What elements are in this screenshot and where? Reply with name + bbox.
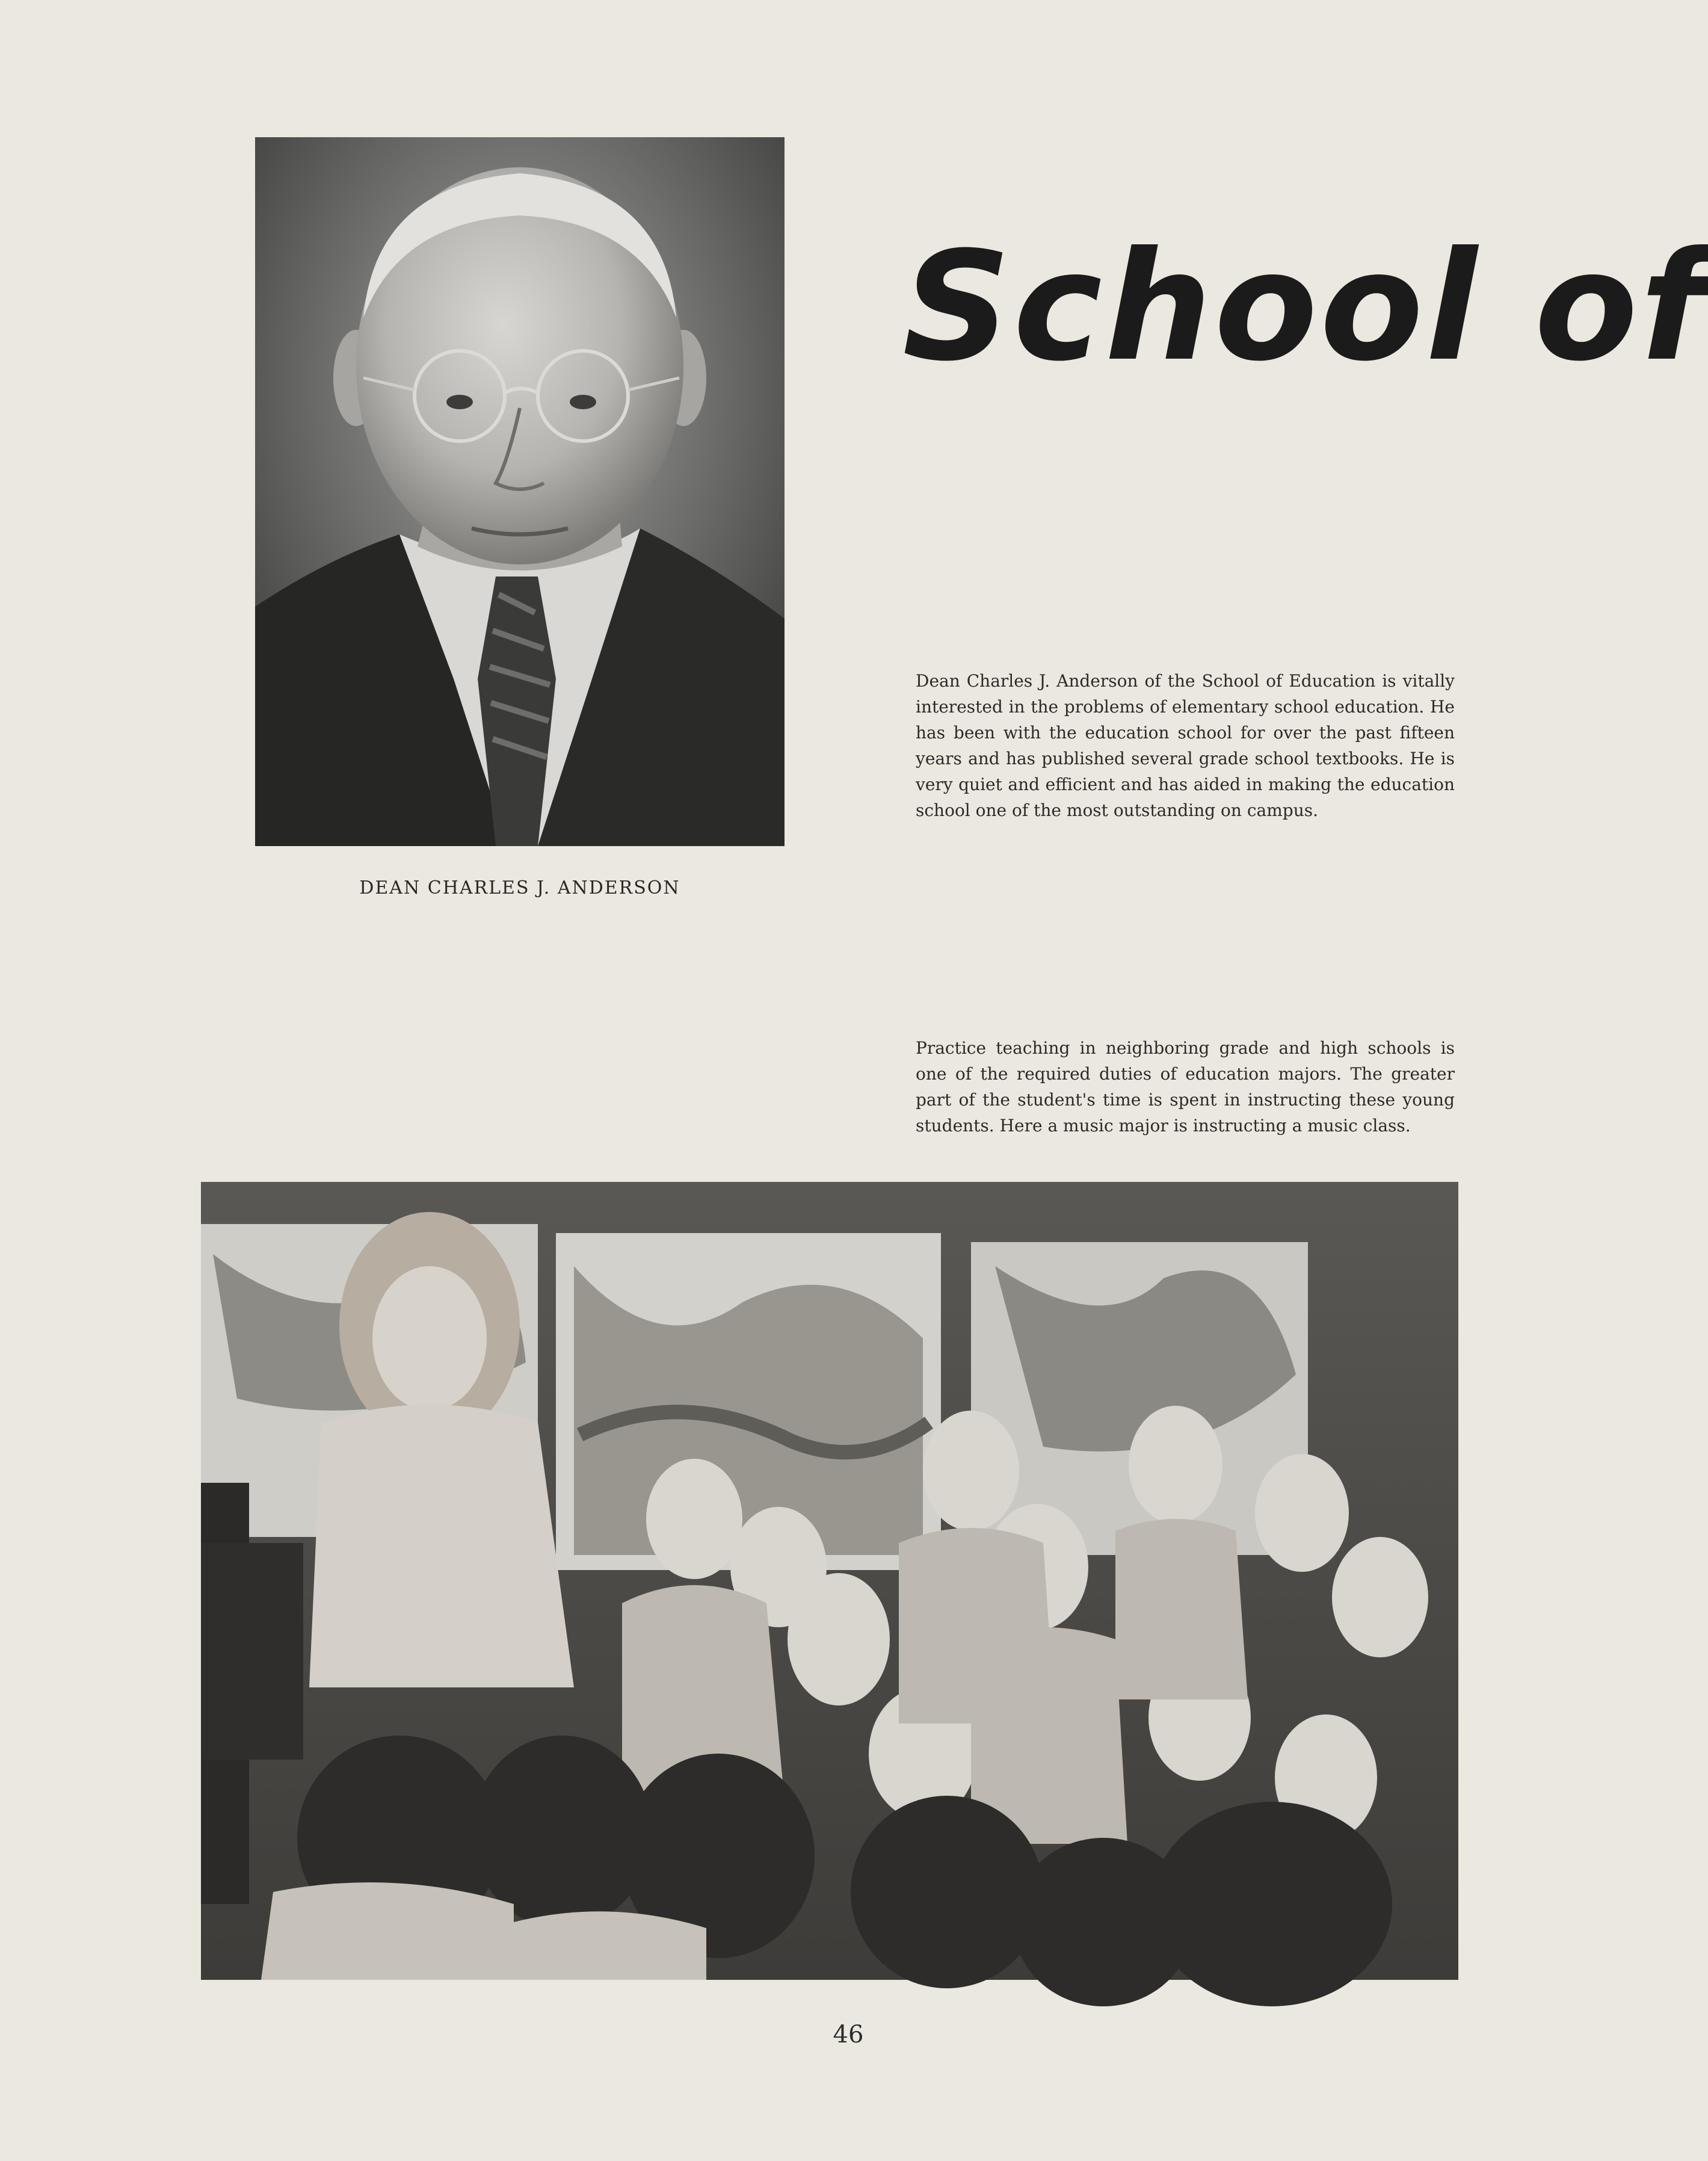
page-number: 46 (833, 2021, 864, 2048)
section-heading (902, 217, 1708, 397)
heading-text: School of (902, 219, 1708, 394)
music-class-photo (201, 1182, 1458, 1980)
dean-paragraph: Dean Charles J. Anderson of the School of Education is vitally interested in the problems of elementary school education. He has been with the education school for over the past fifteen years and has published several grade school textbooks. He is very quiet and efficient and has aided in making the education school one of the most outstanding on campus. (916, 671, 1455, 820)
practice-teaching-paragraph: Practice teaching in neighboring grade and high schools is one of the required duties of education majors. The greater part of the student's time is spent in instructing these young students. Here a music major is instructing a music class. (916, 1038, 1455, 1136)
dean-portrait-photo (255, 137, 785, 846)
portrait-caption: DEAN CHARLES J. ANDERSON (359, 877, 680, 898)
